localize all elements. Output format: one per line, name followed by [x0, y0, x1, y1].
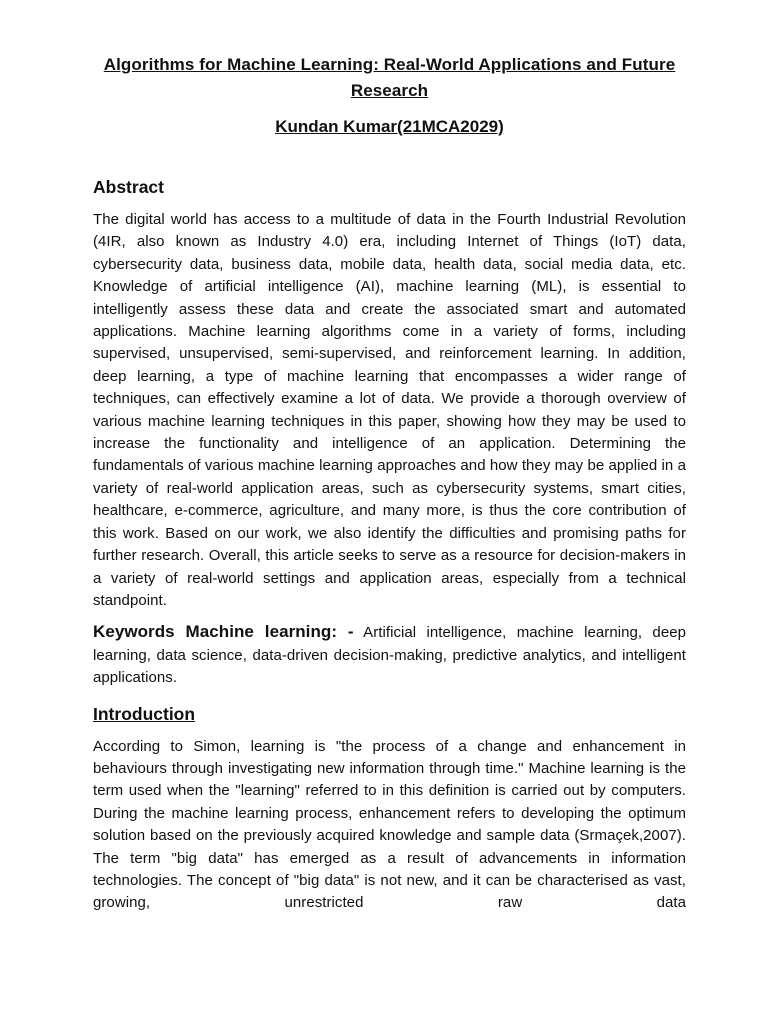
keywords-label: Keywords Machine learning: -	[93, 622, 354, 642]
keywords-paragraph	[93, 621, 686, 689]
paper-author: Kundan Kumar(21MCA2029)	[275, 117, 504, 136]
paper-title: Algorithms for Machine Learning: Real-World Applications and Future Research	[103, 55, 676, 100]
document-page	[93, 52, 686, 915]
keywords-text: Artificial intelligence, machine learning, deep learning, data science, data-driven decision-making, predictive analytics, and intelligent applications.	[93, 624, 687, 687]
introduction-heading: Introduction	[93, 703, 196, 724]
abstract-heading: Abstract	[93, 177, 164, 197]
abstract-paragraph: The digital world has access to a multitude of data in the Fourth Industrial Revolution (4IR, also known as Industry 4.0) era, including Internet of Things (IoT) data, cybersecurity data, business data, mobile data, health data, social media data, etc. Knowledge of artificial intelligence (AI), machine learning (ML), is essential to intelligently assess these data and create the associated smart and automated applications. Machine learning algorithms come in a variety of forms, including supervised, unsupervised, semi-supervised, and reinforcement learning. In addition, deep learning, a type of machine learning that encompasses a wider range of techniques, can effectively examine a lot of data. We provide a thorough overview of various machine learning techniques in this paper, showing how they may be used to increase the functionality and intelligence of an application. Determining the fundamentals of various machine learning approaches and how they may be applied in a variety of real-world application areas, such as cybersecurity systems, smart cities, healthcare, e-commerce, agriculture, and many more, is thus the core contribution of this work. Based on our work, we also identify the difficulties and promising paths for further research. Overall, this article seeks to serve as a resource for decision-makers in a variety of real-world settings and application areas, especially from a technical standpoint.	[93, 211, 686, 609]
introduction-paragraph: According to Simon, learning is "the process of a change and enhancement in behaviours through investigating new information through time." Machine learning is the term used when the "learning" referred to in this definition is carried out by computers. During the machine learning process, enhancement refers to developing the optimum solution based on the previously acquired knowledge and sample data (Srmaçek,2007). The term "big data" has emerged as a result of advancements in information technologies. The concept of "big data" is not new, and it can be characterised as vast, growing, unrestricted raw data	[93, 737, 686, 912]
